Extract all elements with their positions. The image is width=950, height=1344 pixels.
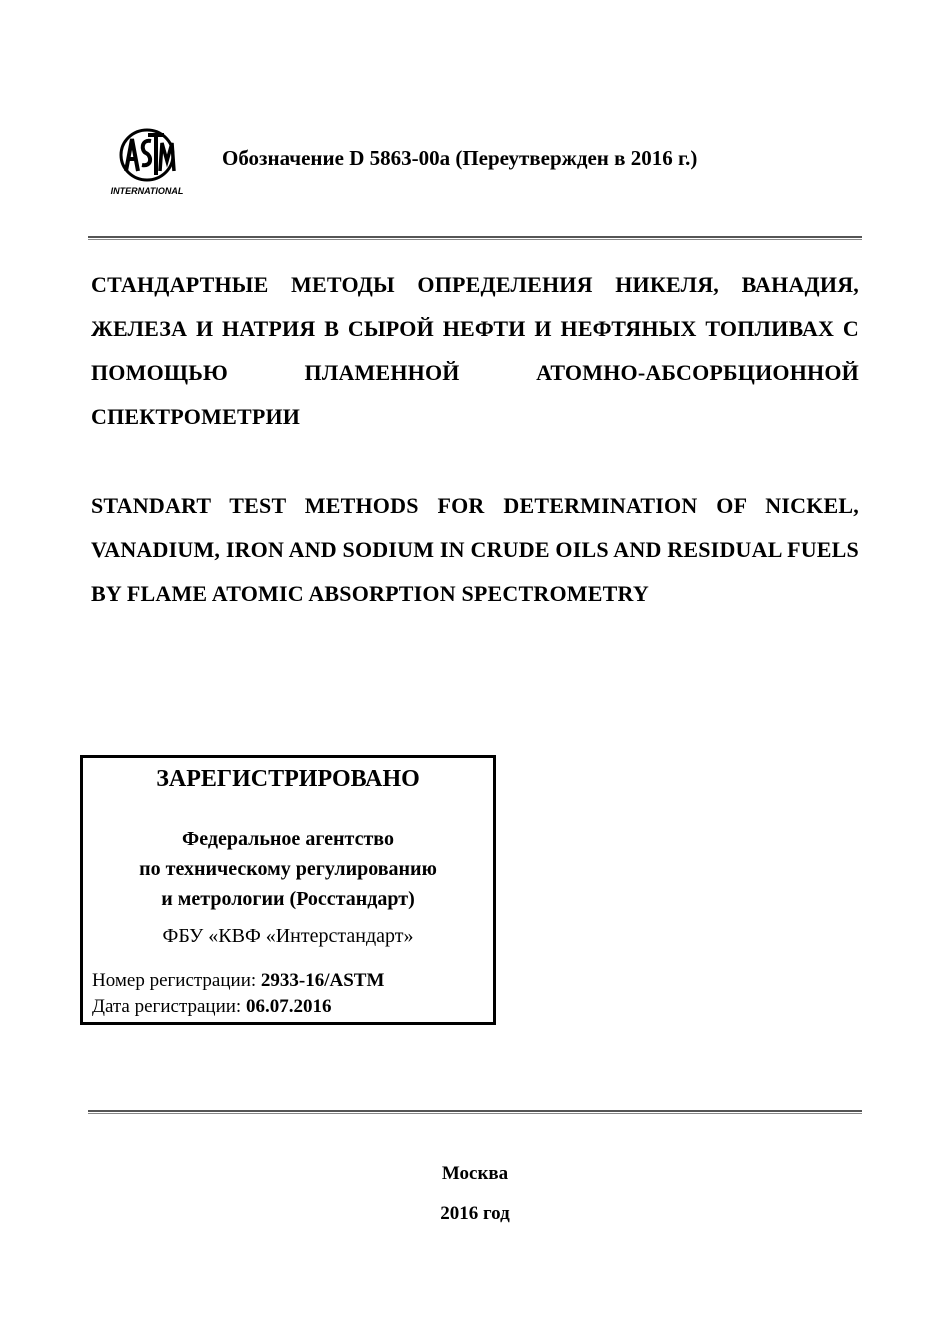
title-russian: СТАНДАРТНЫЕ МЕТОДЫ ОПРЕДЕЛЕНИЯ НИКЕЛЯ, ВАНАДИЯ, ЖЕЛЕЗА И НАТРИЯ В СЫРОЙ НЕФТИ И НЕФТЯНЫХ ТОПЛИВАХ С ПОМОЩЬЮ ПЛАМЕННОЙ АТОМНО-АБСОРБЦИОННОЙ СПЕКТРОМЕТРИИ [91, 272, 859, 429]
registration-organization: ФБУ «КВФ «Интерстандарт» [162, 925, 414, 947]
registration-date-value: 06.07.2016 [245, 996, 332, 1017]
registration-number-label: Номер регистрации: [92, 970, 261, 991]
top-divider [88, 236, 862, 241]
registration-agency [83, 824, 493, 914]
registration-number-value: 2933-16/ASTM [260, 970, 385, 991]
astm-international-logo [104, 125, 190, 199]
agency-line-3: и метрологии (Росстандарт) [161, 888, 415, 910]
publication-year: 2016 год [440, 1203, 510, 1224]
registration-date [92, 996, 331, 1018]
registration-number [92, 970, 384, 992]
title-english: STANDART TEST METHODS FOR DETERMINATION OF NICKEL, VANADIUM, IRON AND SODIUM IN CRUDE OILS AND RESIDUAL FUELS BY FLAME ATOMIC ABSORPTION SPECTROMETRY [91, 493, 859, 606]
agency-line-2: по техническому регулированию [139, 858, 437, 880]
bottom-divider [88, 1110, 862, 1115]
registration-stamp [80, 755, 496, 1025]
astm-logo-icon [104, 125, 190, 199]
agency-line-1: Федеральное агентство [182, 828, 394, 850]
registration-date-label: Дата регистрации: [92, 996, 246, 1017]
document-designation: Обозначение D 5863-00a (Переутвержден в 2016 г.) [222, 146, 698, 170]
logo-text: INTERNATIONAL [110, 186, 184, 196]
publication-city: Москва [441, 1163, 509, 1184]
registration-heading: ЗАРЕГИСТРИРОВАНО [156, 766, 420, 792]
